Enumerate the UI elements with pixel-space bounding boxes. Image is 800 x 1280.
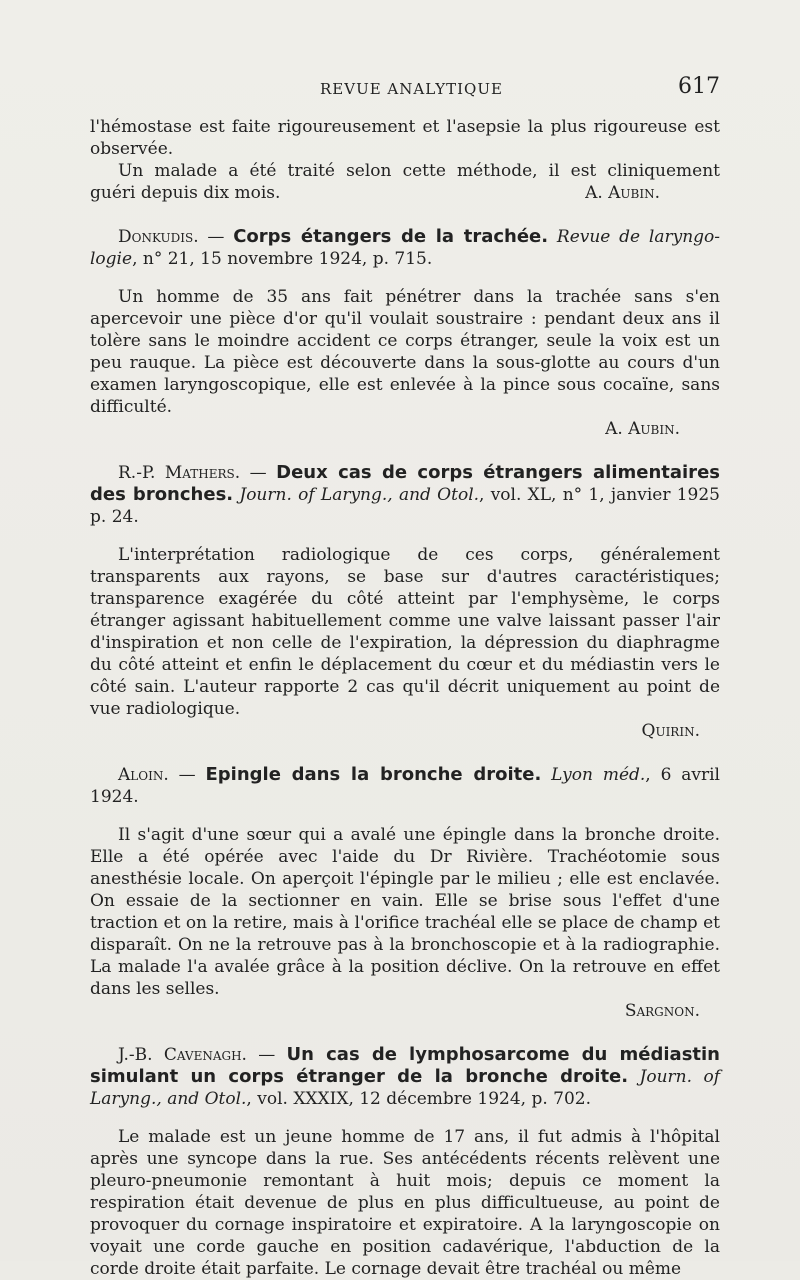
paragraph: [90, 138, 720, 160]
reference: , vol. XL, n° 1, janvier 1925 p. 24.: [90, 485, 720, 527]
author: Donkudis.: [118, 227, 199, 247]
page-header: [90, 74, 720, 104]
entry-body: [90, 1126, 720, 1280]
author: Aloin.: [118, 765, 169, 785]
signature: Sargnon.: [624, 1001, 700, 1021]
text-line: observée.: [90, 139, 174, 159]
journal: Journ. of Laryng., and Otol.: [90, 1067, 721, 1109]
paragraph: [90, 116, 720, 138]
reference: , vol. XXXIX, 12 décembre 1924, p. 702.: [246, 1089, 592, 1109]
page-number: 617: [678, 74, 720, 99]
dash: —: [168, 765, 206, 785]
journal: Lyon méd.: [541, 765, 646, 785]
body-text: Un homme de 35 ans fait pénétrer dans la trachée sans s'en apercevoir une pièce d'or qu'il voulait soustraire : pendant deux ans il tolère sans le moindre accident ce corps étranger, seule la voix est un peu rauque. La pièce est découverte dans la sous-glotte au cours d'un examen laryngoscopique, elle est enlevée à la pince sous cocaïne, sans difficulté.: [90, 287, 720, 417]
article-title: Deux cas de corps étrangers alimentaires des bronches.: [90, 462, 720, 505]
entry-body: [90, 544, 720, 720]
entry-heading: [90, 1044, 720, 1110]
entry-heading: [90, 764, 720, 808]
author: R.-P. Mathers.: [118, 463, 241, 483]
body-text: Il s'agit d'une sœur qui a avalé une épingle dans la bronche droite. Elle a été opérée avec l'aide du Dr Rivière. Trachéotomie sous anesthésie locale. On aperçoit l'épingle par le milieu ; elle est enclavée. On essaie de la sectionner en vain. Elle se brise sous l'effet d'une traction et on la retire, mais à l'orifice trachéal elle se place de champ et disparaît. On ne la retrouve pas à la bronchoscopie et à la radiographie. La malade l'a avalée grâce à la position déclive. On la retrouve en effet dans les selles.: [90, 825, 720, 999]
journal: Revue de laryngo-: [548, 227, 721, 247]
running-head: REVUE ANALYTIQUE: [320, 80, 503, 98]
article-title: Corps étangers de la trachée.: [233, 226, 549, 247]
page-content: [90, 116, 720, 1280]
entry-body: [90, 824, 720, 1000]
entry-body: [90, 286, 720, 418]
entry-heading: [90, 462, 720, 528]
dash: —: [198, 227, 234, 247]
article-title: Epingle dans la bronche droite.: [205, 764, 542, 785]
text-line: Un malade a été traité selon cette méthode, il est cliniquement: [118, 161, 720, 181]
signature: A. Aubin.: [585, 183, 660, 203]
signature: Quirin.: [641, 721, 700, 741]
author: J.-B. Cavenagh.: [118, 1045, 247, 1065]
signature-line: [90, 720, 720, 742]
body-text: Le malade est un jeune homme de 17 ans, il fut admis à l'hôpital après une syncope dans la rue. Ses antécédents récents relèvent une pleuro-pneumonie remontant à huit mois; depuis ce moment la respiration était devenue de plus en plus difficultueuse, au point de provoquer du cornage inspiratoire et expiratoire. A la laryngoscopie on voyait une corde gauche en position cadavérique, l'abduction de la corde droite était parfaite. Le cornage devait être trachéal ou même: [90, 1127, 720, 1279]
entry-heading: [90, 226, 720, 270]
signature-line: [90, 1000, 720, 1022]
body-text: L'interprétation radiologique de ces corps, généralement transparents aux rayons, se base sur d'autres caractéristiques; transparence exagérée du côté atteint par l'emphysème, le corps étranger agissant habituellement comme une valve laissant passer l'air d'inspiration et non celle de l'expiration, la dépression du diaphragme du côté atteint et enfin le déplacement du cœur et du médiastin vers le côté sain. L'auteur rapporte 2 cas qu'il décrit uniquement au point de vue radiologique.: [90, 545, 720, 719]
signature: A. Aubin.: [605, 419, 680, 439]
journal: Journ. of Laryng., and Otol.: [233, 485, 480, 505]
journal-cont: logie: [90, 249, 133, 269]
dash: —: [246, 1045, 287, 1065]
dash: —: [240, 463, 277, 483]
text-line: l'hémostase est faite rigoureusement et l'asepsie la plus rigoureuse est: [90, 117, 720, 137]
paragraph: [90, 160, 720, 182]
paragraph-with-signature: [90, 182, 720, 204]
text-line: guéri depuis dix mois.: [90, 183, 281, 203]
reference: , n° 21, 15 novembre 1924, p. 715.: [132, 249, 433, 269]
signature-line: [90, 418, 720, 440]
article-title: Un cas de lymphosarcome du médiastin simulant un corps étranger de la bronche droite.: [90, 1044, 720, 1087]
reference: , 6 avril 1924.: [90, 765, 720, 807]
